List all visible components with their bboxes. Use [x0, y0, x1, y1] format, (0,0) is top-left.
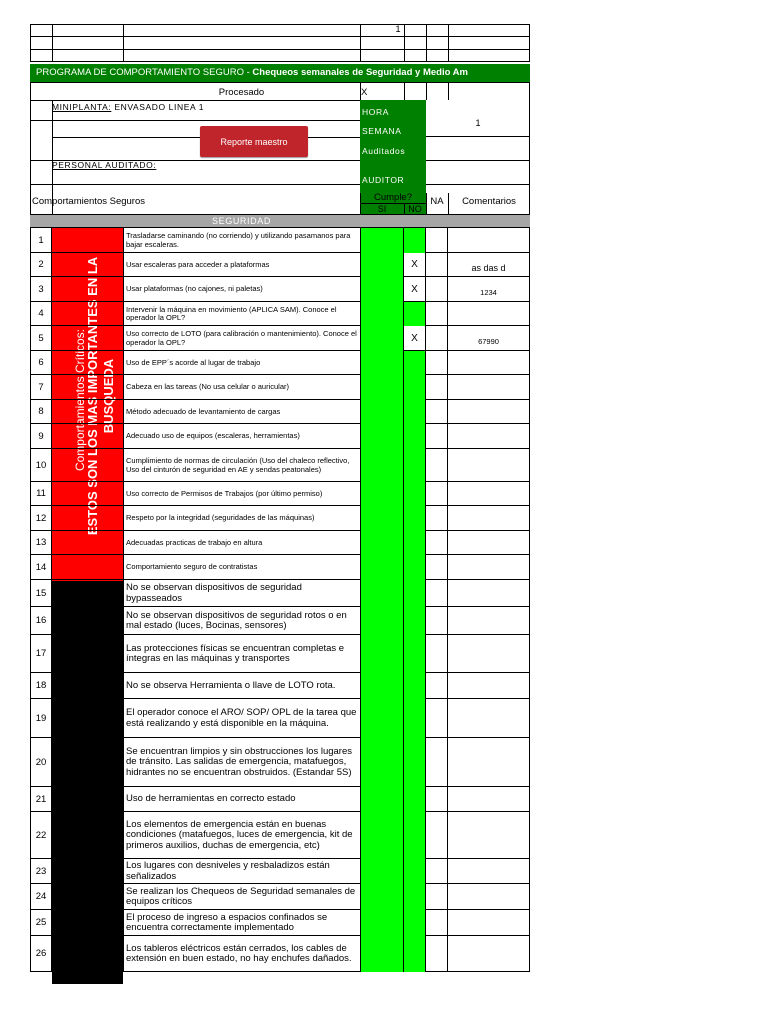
si-cell[interactable]	[360, 635, 404, 673]
na-cell[interactable]	[426, 253, 448, 277]
na-cell[interactable]	[426, 936, 448, 972]
table-row	[30, 302, 530, 326]
row-description: Los elementos de emergencia están en buenas condiciones (matafuegos, luces de emergencia, kit de primeros auxilios, duchas de emergencia, etc)	[123, 812, 360, 859]
row-description: Usar plataformas (no cajones, ni paletas)	[123, 277, 360, 302]
si-cell[interactable]	[360, 375, 404, 400]
row-number: 6	[30, 351, 52, 375]
si-cell[interactable]	[360, 859, 404, 884]
si-cell[interactable]	[360, 812, 404, 859]
si-cell[interactable]	[360, 277, 404, 302]
na-cell[interactable]	[426, 424, 448, 449]
no-cell[interactable]	[404, 699, 426, 738]
row-number: 19	[30, 699, 52, 738]
row-number: 24	[30, 884, 52, 910]
no-cell[interactable]	[404, 482, 426, 506]
si-cell[interactable]	[360, 738, 404, 787]
section-seguridad	[30, 214, 530, 228]
comment-cell[interactable]	[448, 580, 530, 607]
table-row	[30, 351, 530, 375]
row-number: 9	[30, 424, 52, 449]
si-cell[interactable]	[360, 506, 404, 531]
row-number: 13	[30, 531, 52, 555]
comment-cell[interactable]	[448, 859, 530, 884]
unsafe-conditions-label: Condiciones Inseguras:	[20, 815, 34, 941]
top-grid	[30, 24, 530, 62]
table-row	[30, 555, 530, 580]
table-row	[30, 936, 530, 972]
na-header: NA	[430, 196, 444, 207]
semana-value[interactable]: 1	[475, 118, 481, 128]
si-cell[interactable]	[360, 228, 404, 253]
no-cell[interactable]	[404, 936, 426, 972]
row-description: No se observa Herramienta o llave de LOTO rota.	[123, 673, 360, 699]
comment-cell[interactable]	[448, 375, 530, 400]
auditor-label: AUDITOR	[362, 175, 405, 185]
comment-cell[interactable]	[448, 400, 530, 424]
miniplanta-value: ENVASADO LINEA 1	[114, 102, 205, 112]
auditados-label: Auditados	[362, 146, 406, 156]
no-cell[interactable]	[404, 302, 426, 326]
row-number: 15	[30, 580, 52, 607]
procesado-mark[interactable]: X	[361, 87, 368, 98]
no-cell[interactable]	[404, 635, 426, 673]
si-cell[interactable]	[360, 607, 404, 635]
comment-cell[interactable]	[448, 884, 530, 910]
na-cell[interactable]	[426, 635, 448, 673]
comment-cell[interactable]: as das d	[448, 253, 530, 277]
semana-label: SEMANA	[362, 126, 402, 136]
row-description: Cabeza en las tareas (No usa celular o auricular)	[123, 375, 360, 400]
na-cell[interactable]	[426, 449, 448, 482]
na-cell[interactable]	[426, 482, 448, 506]
row-description: No se observan dispositivos de seguridad rotos o en mal estado (luces, Bocinas, sensores)	[123, 607, 360, 635]
table-row	[30, 884, 530, 910]
most-important-label: ESTOS SON LOS MAS IMPORTANTES EN LA BUSQUEDA	[85, 256, 116, 536]
table-row	[30, 400, 530, 424]
no-cell[interactable]	[404, 228, 426, 253]
na-cell[interactable]	[426, 375, 448, 400]
row-number: 12	[30, 506, 52, 531]
no-cell[interactable]	[404, 531, 426, 555]
row-number: 4	[30, 302, 52, 326]
comment-cell[interactable]	[448, 812, 530, 859]
comment-cell[interactable]	[448, 482, 530, 506]
si-cell[interactable]	[360, 699, 404, 738]
no-cell[interactable]: X	[404, 326, 426, 351]
no-cell[interactable]: X	[404, 253, 426, 277]
na-cell[interactable]	[426, 607, 448, 635]
row-description: Comportamiento seguro de contratistas	[123, 555, 360, 580]
comment-cell[interactable]: 67990	[448, 326, 530, 351]
table-row	[30, 607, 530, 635]
table-row	[30, 787, 530, 812]
table-row	[30, 506, 530, 531]
row-description: Los lugares con desniveles y resbaladizos están señalizados	[123, 859, 360, 884]
si-cell[interactable]	[360, 787, 404, 812]
na-cell[interactable]	[426, 302, 448, 326]
cumple-header: Cumple?	[373, 192, 413, 203]
row-description: Uso correcto de Permisos de Trabajos (por último permiso)	[123, 482, 360, 506]
na-cell[interactable]	[426, 812, 448, 859]
comment-cell[interactable]	[448, 936, 530, 972]
row-number: 3	[30, 277, 52, 302]
no-cell[interactable]	[404, 607, 426, 635]
program-title-prefix: PROGRAMA DE COMPORTAMIENTO SEGURO -	[36, 67, 253, 78]
na-cell[interactable]	[426, 738, 448, 787]
na-cell[interactable]	[426, 673, 448, 699]
no-cell[interactable]	[404, 673, 426, 699]
table-row	[30, 424, 530, 449]
comment-cell[interactable]	[448, 787, 530, 812]
na-cell[interactable]	[426, 699, 448, 738]
no-cell[interactable]	[404, 506, 426, 531]
row-number: 2	[30, 253, 52, 277]
row-number: 7	[30, 375, 52, 400]
row-description: Adecuado uso de equipos (escaleras, herramientas)	[123, 424, 360, 449]
row-number: 18	[30, 673, 52, 699]
row-number: 25	[30, 910, 52, 936]
row-description: Adecuadas practicas de trabajo en altura	[123, 531, 360, 555]
na-cell[interactable]	[426, 859, 448, 884]
comment-cell[interactable]	[448, 424, 530, 449]
spreadsheet	[20, 24, 530, 984]
top-cell-value: 1	[395, 24, 401, 34]
si-cell[interactable]	[360, 253, 404, 277]
row-number: 20	[30, 738, 52, 787]
table-row	[30, 531, 530, 555]
row-description: Trasladarse caminando (no corriendo) y utilizando pasamanos para bajar escaleras.	[123, 228, 360, 253]
row-number: 21	[30, 787, 52, 812]
na-cell[interactable]	[426, 884, 448, 910]
hora-label: HORA	[362, 107, 389, 117]
row-number: 5	[30, 326, 52, 351]
na-cell[interactable]	[426, 787, 448, 812]
table-row	[30, 253, 530, 277]
comment-cell[interactable]	[448, 302, 530, 326]
si-cell[interactable]	[360, 400, 404, 424]
no-cell[interactable]	[404, 738, 426, 787]
row-number: 23	[30, 859, 52, 884]
comment-cell[interactable]	[448, 228, 530, 253]
personal-auditado-title: PERSONAL AUDITADO:	[52, 160, 157, 170]
si-cell[interactable]	[360, 555, 404, 580]
na-cell[interactable]	[426, 531, 448, 555]
row-number: 22	[30, 812, 52, 859]
no-cell[interactable]	[404, 449, 426, 482]
no-cell[interactable]	[404, 580, 426, 607]
no-cell[interactable]	[404, 351, 426, 375]
no-cell[interactable]	[404, 787, 426, 812]
no-cell[interactable]	[404, 910, 426, 936]
si-cell[interactable]	[360, 531, 404, 555]
procesado-label: Procesado	[218, 87, 265, 98]
row-description: Se encuentran limpios y sin obstrucciones los lugares de tránsito. Las salidas de emergencia, matafuegos, hidrantes no se encuentran obstruidos. (Estandar 5S)	[123, 738, 360, 787]
si-cell[interactable]	[360, 936, 404, 972]
row-description: El proceso de ingreso a espacios confinados se encuentra correctamente implementado	[123, 910, 360, 936]
column-header-row	[30, 193, 530, 214]
row-description: Uso de EPP´s acorde al lugar de trabajo	[123, 351, 360, 375]
comment-cell[interactable]	[448, 910, 530, 936]
si-cell[interactable]	[360, 302, 404, 326]
no-cell[interactable]: X	[404, 277, 426, 302]
na-cell[interactable]	[426, 555, 448, 580]
row-number: 14	[30, 555, 52, 580]
comment-cell[interactable]	[448, 531, 530, 555]
na-cell[interactable]	[426, 277, 448, 302]
si-cell[interactable]	[360, 884, 404, 910]
si-cell[interactable]	[360, 449, 404, 482]
reporte-maestro-button[interactable]: Reporte maestro	[200, 126, 308, 157]
si-header: SI	[377, 204, 387, 214]
row-number: 16	[30, 607, 52, 635]
comment-cell[interactable]	[448, 699, 530, 738]
row-number: 26	[30, 936, 52, 972]
na-cell[interactable]	[426, 910, 448, 936]
si-cell[interactable]	[360, 482, 404, 506]
comment-cell[interactable]	[448, 635, 530, 673]
table-row	[30, 699, 530, 738]
comportamientos-header: Comportamientos Seguros	[32, 196, 145, 207]
comentarios-header: Comentarios	[462, 196, 516, 207]
row-description: Intervenir la máquina en movimiento (APLICA SAM). Conoce el operador la OPL?	[123, 302, 360, 326]
comment-cell[interactable]	[448, 738, 530, 787]
row-number: 17	[30, 635, 52, 673]
si-cell[interactable]	[360, 910, 404, 936]
table-row	[30, 449, 530, 482]
table-row	[30, 910, 530, 936]
si-cell[interactable]	[360, 673, 404, 699]
row-number: 10	[30, 449, 52, 482]
no-cell[interactable]	[404, 812, 426, 859]
no-cell[interactable]	[404, 859, 426, 884]
na-cell[interactable]	[426, 580, 448, 607]
no-cell[interactable]	[404, 400, 426, 424]
table-row	[30, 812, 530, 859]
comment-cell[interactable]	[448, 607, 530, 635]
row-description: Usar escaleras para acceder a plataformas	[123, 253, 360, 277]
table-row	[30, 326, 530, 351]
row-description: No se observan dispositivos de seguridad bypasseados	[123, 580, 360, 607]
row-number: 11	[30, 482, 52, 506]
table-row	[30, 228, 530, 253]
row-description: El operador conoce el ARO/ SOP/ OPL de la tarea que está realizando y está disponible en la máquina.	[123, 699, 360, 738]
table-row	[30, 482, 530, 506]
miniplanta-title: MINIPLANTA:	[52, 102, 112, 112]
row-description: Respeto por la integridad (seguridades de las máquinas)	[123, 506, 360, 531]
si-cell[interactable]	[360, 580, 404, 607]
no-cell[interactable]	[404, 375, 426, 400]
program-title-bar	[30, 64, 530, 82]
row-description: Los tableros eléctricos están cerrados, los cables de extensión en buen estado, no hay enchufes dañados.	[123, 936, 360, 972]
no-cell[interactable]	[404, 424, 426, 449]
na-cell[interactable]	[426, 228, 448, 253]
na-cell[interactable]	[426, 351, 448, 375]
no-cell[interactable]	[404, 555, 426, 580]
comment-cell[interactable]	[448, 449, 530, 482]
no-header: NO	[408, 204, 422, 214]
row-description: Cumplimiento de normas de circulación (Uso del chaleco reflectivo, Uso del cinturón de seguridad en AE y sendas peatonales)	[123, 449, 360, 482]
table-row	[30, 277, 530, 302]
row-description: Método adecuado de levantamiento de cargas	[123, 400, 360, 424]
na-cell[interactable]	[426, 506, 448, 531]
program-title-bold: Chequeos semanales de Seguridad y Medio Am	[252, 67, 468, 78]
si-cell[interactable]	[360, 351, 404, 375]
section-seguridad-label: SEGURIDAD	[212, 216, 271, 226]
table-row	[30, 738, 530, 787]
si-cell[interactable]	[360, 424, 404, 449]
row-number: 8	[30, 400, 52, 424]
table-row	[30, 859, 530, 884]
miniplanta-label	[52, 102, 352, 112]
comment-cell[interactable]	[448, 506, 530, 531]
comment-cell[interactable]	[448, 555, 530, 580]
na-cell[interactable]	[426, 400, 448, 424]
comment-cell[interactable]: 1234	[448, 277, 530, 302]
table-row	[30, 580, 530, 607]
row-description: Uso correcto de LOTO (para calibración o mantenimiento). Conoce el operador la OPL?	[123, 326, 360, 351]
row-description: Las protecciones físicas se encuentran completas e íntegras en las máquinas y transportes	[123, 635, 360, 673]
critical-behaviors-small-label: Comportamientos Críticos:	[73, 328, 87, 472]
table-row	[30, 375, 530, 400]
si-cell[interactable]	[360, 326, 404, 351]
comment-cell[interactable]	[448, 351, 530, 375]
comment-cell[interactable]	[448, 673, 530, 699]
row-number: 1	[30, 228, 52, 253]
no-cell[interactable]	[404, 884, 426, 910]
na-cell[interactable]	[426, 326, 448, 351]
row-description: Uso de herramientas en correcto estado	[123, 787, 360, 812]
personal-auditado-label	[52, 160, 252, 170]
table-row	[30, 635, 530, 673]
table-row	[30, 673, 530, 699]
row-description: Se realizan los Chequeos de Seguridad semanales de equipos críticos	[123, 884, 360, 910]
